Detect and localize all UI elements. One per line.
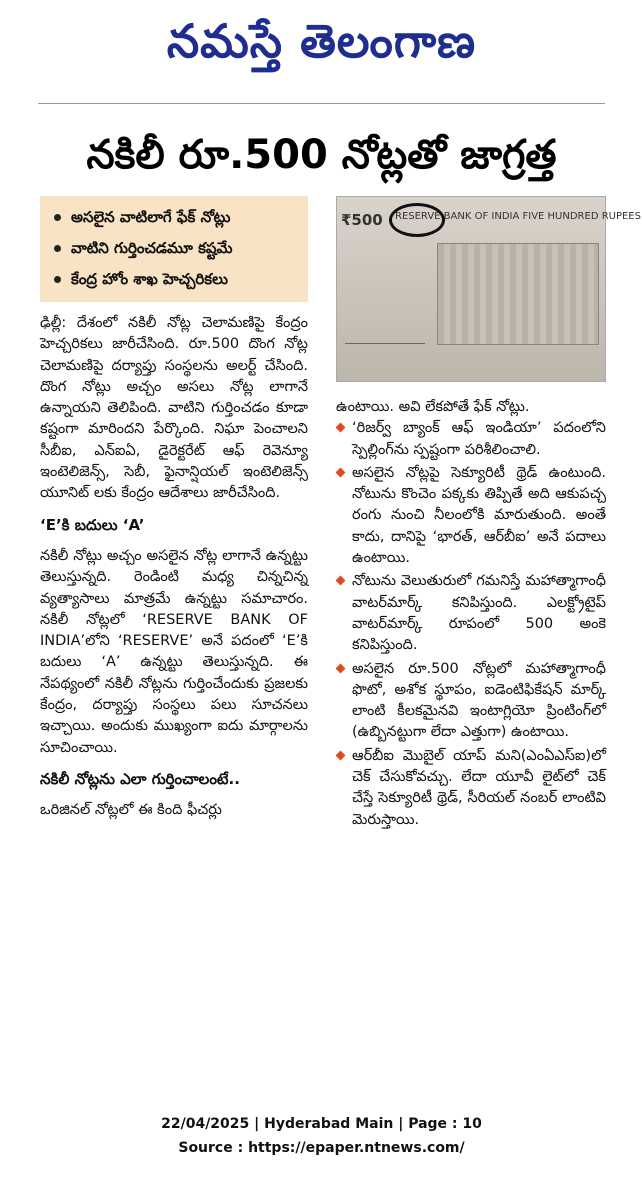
left-column (40, 313, 308, 822)
diamond-bullet-icon (336, 663, 346, 673)
subheading-e-to-a: ‘E’కి బదులు ‘A’ (40, 515, 145, 534)
divider (38, 103, 605, 104)
body-paragraph: ఒరిజినల్ నోట్లలో ఈ కింది ఫీచర్లు (40, 802, 222, 819)
diamond-bullet-icon (336, 423, 346, 433)
subheading-how-to-identify: నకిలీ నోట్లను ఎలా గుర్తించాలంటే.. (40, 769, 240, 788)
body-paragraph: నకిలీ నోట్లు అచ్చం అసలైన నోట్ల లాగానే ఉన్నట్టు తెలుస్తున్నది. రెండింటి మధ్య చిన్నచిన్న వ్యత్యాసాలు మాత్రమే ఉన్నట్టు సమాచారం. నకిలీ నోట్లలో ‘RESERVE BANK OF INDIA’లోని ‘RESERVE’ అనే పదంలో ‘E’కి బదులు ‘A’ ఉన్నట్టు తెలుస్తున్నది. ఈ నేపథ్యంలో నకిలీ నోట్లను గుర్తించేందుకు ప్రజలకు కేంద్రం, దర్యాప్తు సంస్థలు పలు సూచనలు ఇచ్చాయి. అందుకు ముఖ్యంగా ఐదు మార్గాలను సూచించాయి. (40, 547, 308, 756)
highlight-item: కేంద్ర హోం శాఖ హెచ్చరికలు (40, 264, 308, 295)
intro-paragraph: ఢిల్లీ: దేశంలో నకిలీ నోట్ల చెలామణిపై కేంద్రం హెచ్చరికలు జారీచేసింది. రూ.500 దొంగ నోట్ల చెలామణిపై దర్యాప్తు సంస్థలను అలర్ట్ చేసింది. దొంగ నోట్లు అచ్చం అసలు నోట్ల లాగానే ఉన్నాయని తెలిపింది. వాటిని గుర్తించడం కూడా కష్టంగా మారిందని పేర్కొంది. నిఘా పెంచాలని సీబీఐ, ఎన్ఐఏ, డైరెక్టరేట్ ఆఫ్ రెవెన్యూ ఇంటెలిజెన్స్, సెబీ, ఫైనాన్షియల్ ఇంటెలిజెన్స్ యూనిట్ లకు కేంద్రం ఆదేశాలు జారీచేసింది. (40, 315, 308, 502)
highlight-circle (389, 203, 445, 237)
right-column (336, 397, 606, 831)
masthead-title: నమస్తే తెలంగాణ (166, 14, 477, 68)
bullet-dot-icon (54, 245, 61, 252)
tip-item: ఆర్‌బీఐ మొబైల్ యాప్ మని(ఎంఏఎస్ఐ)లో చెక్ చేసుకోవచ్చు. లేదా యూవీ లైట్‌లో చెక్ చేస్తే సెక్యూరిటీ థ్రెడ్, సీరియల్ నంబర్ లాంటివి మెరుస్తాయి. (336, 746, 606, 831)
note-bank-text: RESERVE BANK OF INDIA FIVE HUNDRED RUPEES (395, 211, 641, 222)
tip-item: అసలైన నోట్లపై సెక్యూరిటీ థ్రెడ్ ఉంటుంది. నోటును కొంచెం పక్కకు తిప్పితే అది ఆకుపచ్చ రంగు నుంచి నీలంలోకి మారుతుంది. అంతే కాదు, దానిపై ‘భారత్, ఆర్‌బీఐ’ అనే పదాలు ఉంటాయి. (336, 463, 606, 569)
diamond-bullet-icon (336, 467, 346, 477)
note-denomination: ₹500 (341, 211, 383, 229)
highlight-item: వాటిని గుర్తించడమూ కష్టమే (40, 233, 308, 264)
continued-text: ఉంటాయి. అవి లేకపోతే ఫేక్ నోట్లు. (336, 399, 530, 415)
red-fort-motif (437, 243, 599, 345)
tip-item: అసలైన రూ.500 నోట్లలో మహాత్మాగాంధీ ఫొటో, అశోక స్థూపం, ఐడెంటిఫికేషన్ మార్క్ లాంటి కీలకమైనవి ఇంటాగ్లియో ప్రింటింగ్‌లో (ఉబ్బినట్టుగా లేదా ఎత్తుగా) ఉంటాయి. (336, 659, 606, 744)
footer-dateline: 22/04/2025 | Hyderabad Main | Page : 10 (161, 1116, 482, 1132)
footer-source: Source : https://epaper.ntnews.com/ (178, 1140, 465, 1156)
tip-item: నోటును వెలుతురులో గమనిస్తే మహాత్మాగాంధీ వాటర్‌మార్క్ కనిపిస్తుంది. ఎలక్ట్రోటైప్ వాటర్‌మార్క్ రూపంలో 500 అంకె కనిపిస్తుంది. (336, 571, 606, 656)
headline: నకిలీ రూ.500 నోట్లతో జాగ్రత్త (86, 132, 557, 178)
highlights-box (40, 196, 308, 302)
highlight-item: అసలైన వాటిలాగే ఫేక్ నోట్లు (40, 202, 308, 233)
bullet-dot-icon (54, 276, 61, 283)
diamond-bullet-icon (336, 750, 346, 760)
signature-mark (345, 317, 425, 344)
banknote-photo (336, 196, 641, 382)
bullet-dot-icon (54, 214, 61, 221)
diamond-bullet-icon (336, 576, 346, 586)
tip-item: ‘రిజర్వ్ బ్యాంక్ ఆఫ్ ఇండియా’ పదంలోని స్పెల్లింగ్‌ను స్పష్టంగా పరిశీలించాలి. (336, 418, 606, 461)
